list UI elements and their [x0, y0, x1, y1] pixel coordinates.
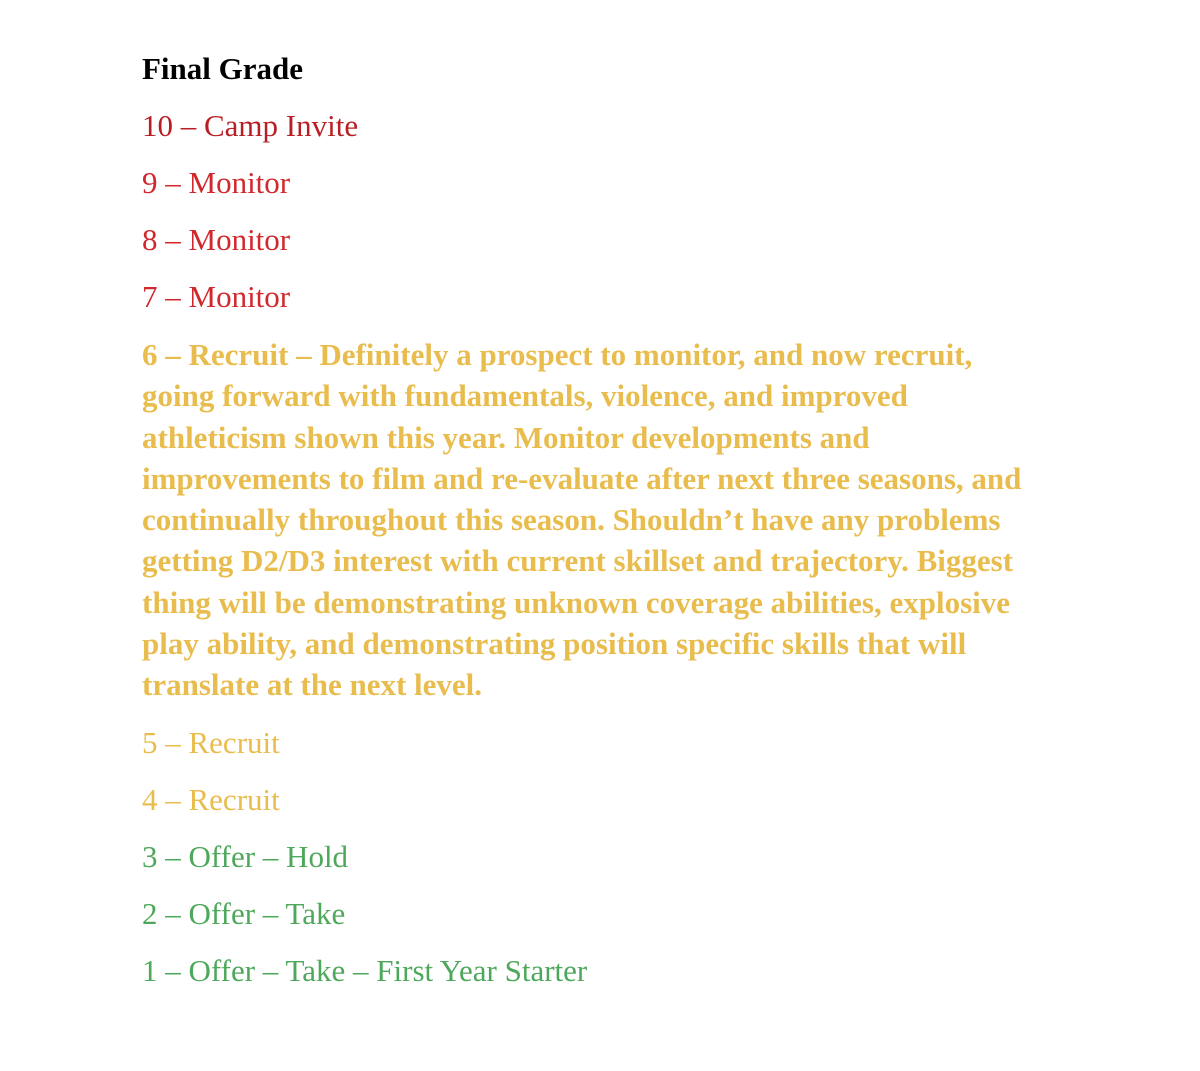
grade-9-monitor: 9 – Monitor	[142, 165, 291, 200]
grade-8-monitor: 8 – Monitor	[142, 222, 291, 257]
grade-3-offer-hold: 3 – Offer – Hold	[142, 838, 349, 874]
final-grade-heading: Final Grade	[142, 51, 304, 86]
grade-document	[142, 49, 1052, 1008]
grade-2-offer-take: 2 – Offer – Take	[142, 895, 346, 931]
grade-4-recruit: 4 – Recruit	[142, 781, 280, 817]
grade-5-recruit: 5 – Recruit	[142, 724, 280, 760]
grade-1-offer-take-first-year-starter: 1 – Offer – Take – First Year Starter	[142, 952, 588, 988]
grade-7-monitor: 7 – Monitor	[142, 279, 291, 314]
grade-6-recruit-selected: 6 – Recruit – Definitely a prospect to monitor, and now recruit, going forward with fundamentals, violence, and improved athleticism shown this year. Monitor developments and improvements to film and re-evaluate after next three seasons, and continually throughout this season. Shouldn’t have any problems getting D2/D3 interest with current skillset and trajectory. Biggest thing will be demonstrating unknown coverage abilities, explosive play ability, and demonstrating position specific skills that will translate at the next level.	[142, 337, 1022, 703]
grade-10-camp-invite: 10 – Camp Invite	[142, 108, 359, 143]
